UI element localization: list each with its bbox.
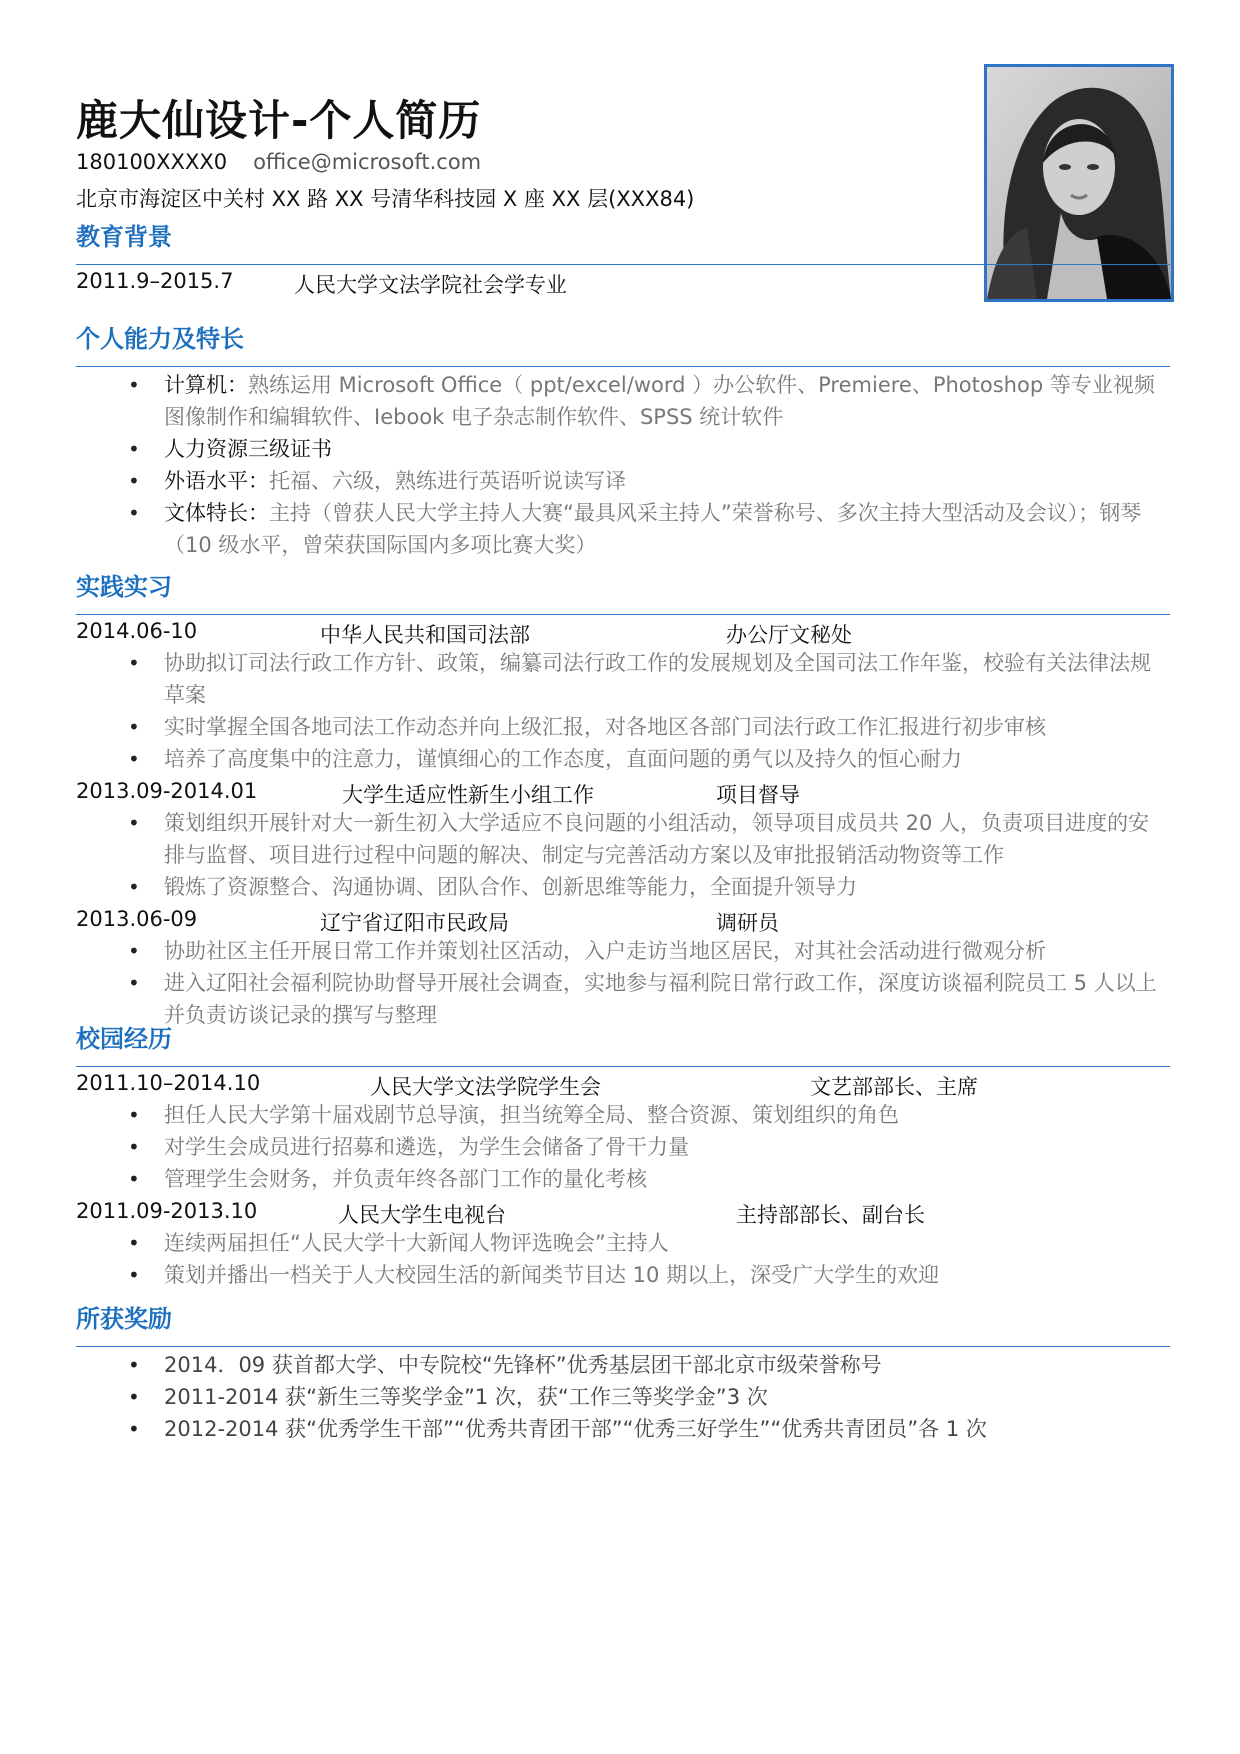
list-item: • 管理学生会财务，并负责年终各部门工作的量化考核 [76,1163,1170,1195]
education-entry [76,265,1170,297]
bullet-icon: • [128,651,140,675]
section-divider [76,366,1170,367]
bullet-icon: • [128,501,140,525]
section-education [76,218,1170,297]
bullet-icon: • [128,469,140,493]
list-item: • 连续两届担任“人民大学十大新闻人物评选晚会”主持人 [76,1227,1170,1259]
bullet-icon: • [128,1103,140,1127]
section-divider [76,1346,1170,1347]
education-date: 2011.9–2015.7 [76,269,234,293]
email-address: office@microsoft.com [253,150,482,174]
campus-bullets [76,1227,1170,1291]
list-item: • 计算机：熟练运用 Microsoft Office（ ppt/excel/word ）办公软件、Premiere、Photoshop 等专业视频图像制作和编辑软件、Iebook 电子杂志制作软件、SPSS 统计软件 [76,369,1170,433]
entry-role: 主持部部长、副台长 [736,1203,925,1227]
bullet-icon: • [128,1263,140,1287]
list-item: • 锻炼了资源整合、沟通协调、团队合作、创新思维等能力，全面提升领导力 [76,871,1170,903]
list-item: • 培养了高度集中的注意力，谨慎细心的工作态度，直面问题的勇气以及持久的恒心耐力 [76,743,1170,775]
list-item: • 策划组织开展针对大一新生初入大学适应不良问题的小组活动，领导项目成员共 20 人，负责项目进度的安排与监督、项目进行过程中问题的解决、制定与完善活动方案以及审批报销活动物资等工作 [76,807,1170,871]
practice-entry-header [76,615,1170,647]
bullet-icon: • [128,1135,140,1159]
practice-bullets [76,647,1170,775]
section-title-education: 教育背景 [76,223,172,251]
entry-organization: 人民大学文法学院学生会 [370,1075,601,1099]
campus-bullets [76,1099,1170,1195]
bullet-icon: • [128,373,140,397]
bullet-icon: • [128,971,140,995]
bullet-icon: • [128,715,140,739]
education-school: 人民大学文法学院社会学专业 [294,273,567,297]
entry-role: 项目督导 [716,783,800,807]
practice-bullets [76,807,1170,903]
entry-role: 调研员 [716,911,779,935]
list-item: • 对学生会成员进行招募和遴选，为学生会储备了骨干力量 [76,1131,1170,1163]
bullet-icon: • [128,939,140,963]
list-item: • 担任人民大学第十届戏剧节总导演，担当统筹全局、整合资源、策划组织的角色 [76,1099,1170,1131]
entry-organization: 中华人民共和国司法部 [320,623,530,647]
entry-organization: 辽宁省辽阳市民政局 [320,911,509,935]
bullet-icon: • [128,1417,140,1441]
bullet-icon: • [128,875,140,899]
section-title-skills: 个人能力及特长 [76,325,244,353]
list-item: • 策划并播出一档关于人大校园生活的新闻类节目达 10 期以上，深受广大学生的欢迎 [76,1259,1170,1291]
campus-entry-header [76,1195,1170,1227]
home-address: 北京市海淀区中关村 XX 路 XX 号清华科技园 X 座 XX 层(XXX84) [76,187,695,211]
list-item: • 2011-2014 获“新生三等奖学金”1 次，获“工作三等奖学金”3 次 [76,1381,1170,1413]
entry-date: 2011.09-2013.10 [76,1199,258,1223]
entry-date: 2013.09-2014.01 [76,779,258,803]
bullet-icon: • [128,1353,140,1377]
entry-date: 2011.10–2014.10 [76,1071,261,1095]
list-item: • 实时掌握全国各地司法工作动态并向上级汇报，对各地区各部门司法行政工作汇报进行初步审核 [76,711,1170,743]
bullet-icon: • [128,811,140,835]
phone-number: 180100XXXX0 [76,150,228,174]
entry-role: 办公厅文秘处 [726,623,852,647]
bullet-icon: • [128,747,140,771]
list-item: • 进入辽阳社会福利院协助督导开展社会调查，实地参与福利院日常行政工作，深度访谈福利院员工 5 人以上并负责访谈记录的撰写与整理 [76,967,1170,1031]
list-item: • 2012-2014 获“优秀学生干部”“优秀共青团干部”“优秀三好学生”“优秀共青团员”各 1 次 [76,1413,1170,1445]
practice-bullets [76,935,1170,1031]
campus-entry-header [76,1067,1170,1099]
entry-organization: 人民大学生电视台 [338,1203,506,1227]
section-title-campus: 校园经历 [76,1025,172,1053]
list-item: • 协助拟订司法行政工作方针、政策，编纂司法行政工作的发展规划及全国司法工作年鉴，校验有关法律法规草案 [76,647,1170,711]
list-item: • 人力资源三级证书 [76,433,1170,465]
awards-list [76,1349,1170,1445]
entry-role: 文艺部部长、主席 [810,1075,978,1099]
bullet-icon: • [128,1231,140,1255]
section-practice [76,568,1170,1031]
bullet-icon: • [128,1385,140,1409]
section-title-practice: 实践实习 [76,573,172,601]
list-item: • 2014．09 获首都大学、中专院校“先锋杯”优秀基层团干部北京市级荣誉称号 [76,1349,1170,1381]
section-skills [76,320,1170,561]
list-item: • 文体特长：主持（曾获人民大学主持人大赛“最具风采主持人”荣誉称号、多次主持大型活动及会议）；钢琴（10 级水平，曾荣获国际国内多项比赛大奖） [76,497,1170,561]
contact-line [76,150,481,174]
bullet-icon: • [128,437,140,461]
practice-entry-header [76,903,1170,935]
entry-date: 2014.06-10 [76,619,198,643]
skills-list [76,369,1170,561]
entry-date: 2013.06-09 [76,907,198,931]
practice-entry-header [76,775,1170,807]
section-title-awards: 所获奖励 [76,1305,172,1333]
bullet-icon: • [128,1167,140,1191]
section-campus [76,1020,1170,1291]
list-item: • 外语水平：托福、六级，熟练进行英语听说读写译 [76,465,1170,497]
entry-organization: 大学生适应性新生小组工作 [342,783,594,807]
section-awards [76,1300,1170,1445]
resume-title: 鹿大仙设计-个人简历 [76,96,482,145]
list-item: • 协助社区主任开展日常工作并策划社区活动，入户走访当地区居民，对其社会活动进行微观分析 [76,935,1170,967]
